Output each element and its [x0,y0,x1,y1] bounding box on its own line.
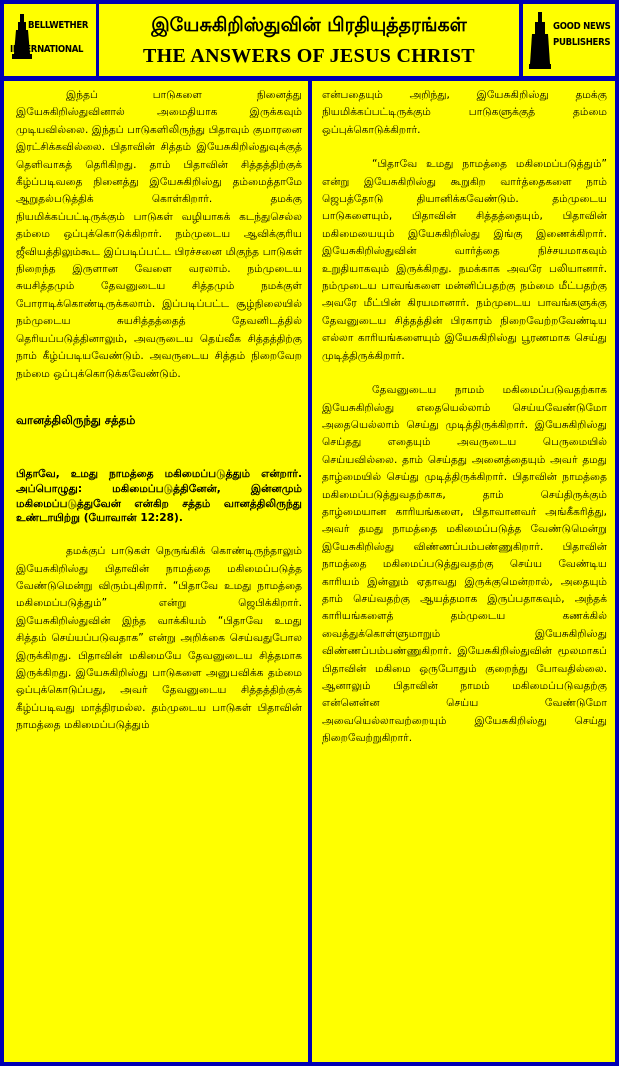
quote-reference: (யோவான் 12:28). [83,512,183,525]
tower-icon [529,12,551,70]
logo-right-line1: GOOD NEWS [553,21,611,32]
logo-right-line2: PUBLISHERS [553,37,611,48]
logo-left-line1: BELLWETHER [28,20,89,31]
quote-text: பிதாவே, உமது நாமத்தை மகிமைப்படுத்தும் என்றார். அப்பொழுது: மகிமைப்படுத்தினேன், இன்னமும் மகிமைப்படுத்துவேன் என்கிற சத்தம் வானத்திலிருந்து உண்டாயிற்று [16,467,302,525]
paragraph: தமக்குப் பாடுகள் நெருங்கிக் கொண்டிருந்தாலும் இயேசுகிறிஸ்து பிதாவின் நாமத்தை மகிமைப்படுத்த வேண்டுமென்று விரும்புகிறார். “பிதாவே உமது நாமத்தை மகிமைப்படுத்தும்” என்று ஜெபிக்கிறார். இயேசுகிறிஸ்துவின் இந்த வாக்கியம் “பிதாவே உமது சித்தம் செய்யப்படுவதாக” என்று அறிக்கை செய்வதுபோல இருக்கிறது. பிதாவின் மகிமையே தேவனுடைய சித்தமாக இருக்கிறது. இயேசுகிறிஸ்து பாடுகளை அனுபவிக்க தம்மை ஒப்புக்கொடுப்பது, அவர் தேவனுடைய சித்தத்திற்குக் கீழ்ப்படிவது மாத்திரமல்ல. தம்முடைய பாடுகள் பிதாவின் நாமத்தை மகிமைப்படுத்தும் [16,545,302,732]
page-title-english: THE ANSWERS OF JESUS CHRIST [143,45,475,67]
paragraph: “பிதாவே உமது நாமத்தை மகிமைப்படுத்தும்” என்று இயேசுகிறிஸ்து கூறுகிற வார்த்தைகளை நாம் ஜெபத்தோடு தியானிக்கவேண்டும். தம்முடைய பாடுகளையும், பிதாவின் சித்தத்தையும், பிதாவின் மகிமையையும் இயேசுகிறிஸ்து இங்கு இணைக்கிறார். இயேசுகிறிஸ்துவின் வார்த்தை நிச்சயமாகவும் உறுதியாகவும் இருக்கிறது. நமக்காக அவரே பலியானார். நம்முடைய பாவங்களை மன்னிப்பதற்கு நம்மை மீட்பதற்கு அவரே மீட்பின் கிரயமானார். நம்முடைய பாவங்களுக்கு தேவனுடைய சித்தத்தின் பிரகாரம் நிறைவேற்றவேண்டிய எல்லா காரியங்களையும் இயேசுகிறிஸ்து பூரணமாக செய்து முடித்திருக்கிறார். [322,158,607,362]
paragraph: தேவனுடைய நாமம் மகிமைப்படுவதற்காக இயேசுகிறிஸ்து எதையெல்லாம் செய்யவேண்டுமோ அதையெல்லாம் செய்து முடித்திருக்கிறார். இயேசுகிறிஸ்து செய்தது எதையும் அவருடைய பெருமையில் செய்யவில்லை. தாம் செய்தது அனைத்தையும் அவர் தமது தாழ்மையில் செய்து முடித்திருக்கிறார். பிதாவின் நாமத்தை மகிமைப்படுத்துவதற்காக, தாம் செய்திருக்கும் தாழ்மையான காரியங்களை, பிதாவானவர் அங்கீகரித்து, அவர் தமது நாமத்தை மகிமைப்படுத்த வேண்டுமென்று இயேசுகிறிஸ்து விண்ணப்பம்பண்ணுகிறார். பிதாவின் நாமத்தை மகிமைப்படுத்துவதற்கு செய்ய வேண்டிய காரியம் இன்னும் ஏதாவது இருக்குமென்றால், அதையும் தாம் செய்வதற்கு ஆயத்தமாக இருப்பதாகவும், அந்தக் காரியங்களைத் தம்முடைய கணக்கில் வைத்துக்கொள்ளுமாறும் இயேசுகிறிஸ்து விண்ணப்பம்பண்ணுகிறார். இயேசுகிறிஸ்துவின் மூலமாகப் பிதாவின் மகிமை ஒருபோதும் குறைந்து போவதில்லை. ஆனாலும் பிதாவின் நாமம் மகிமைப்படுவதற்கு என்னென்ன செய்ய வேண்டுமோ அவையெல்லாவற்றையும் இயேசுகிறிஸ்து செய்து நிறைவேற்றுகிறார். [322,384,607,745]
page-title-tamil: இயேசுகிறிஸ்துவின் பிரதியுத்தரங்கள் [151,14,467,36]
paragraph: இந்தப் பாடுகளை நினைத்து இயேசுகிறிஸ்துவினால் அமைதியாக இருக்கவும் முடியவில்லை. இந்தப் பாடுகளிலிருந்து பிதாவும் குமாரனை இரட்சிக்கவில்லை. பிதாவின் சித்தம் இயேசுகிறிஸ்துவுக்குத் தெளிவாகத் தெரிகிறது. தாம் பிதாவின் சித்தத்திற்குக் கீழ்ப்படிவதை நினைத்து இயேசுகிறிஸ்து தம்மைத்தாமே ஆறுதல்படுத்திக் கொள்கிறார். தமக்கு நியமிக்கப்பட்டிருக்கும் பாடுகள் வழியாகக் கடந்துசெல்ல தம்மை ஒப்புக்கொடுக்கிறார். நம்முடைய ஆவிக்குரிய ஜீவியத்திலும்கூட இப்படிப்பட்ட பிரச்சனை மிகுந்த பாடுகள் நிறைந்த இருளான வேளை வரலாம். நம்முடைய சுயசித்தமும் தேவனுடைய சித்தமும் நமக்குள் போராடிக்கொண்டிருக்கலாம். இப்படிப்பட்ட சூழ்நிலையில் நம்முடைய சுயசித்தத்தைத் தேவனிடத்தில் தெரியப்படுத்தினாலும், அவருடைய தெய்வீக சித்தத்திற்கு நாம் கீழ்ப்படியவேண்டும். அவருடைய சித்தம் நிறைவேற நம்மை ஒப்புக்கொடுக்கவேண்டும். [16,89,302,380]
section-heading: வானத்திலிருந்து சத்தம் [16,412,136,427]
left-column [4,81,308,1062]
bellwether-logo [4,4,96,76]
paragraph: என்பதையும் அறிந்து, இயேசுகிறிஸ்து தமக்கு நியமிக்கப்பட்டிருக்கும் பாடுகளுக்குத் தம்மை ஒப்புக்கொடுக்கிறார். [322,89,607,136]
scripture-quote [16,467,302,526]
logo-left-line2: INTERNATIONAL [10,44,84,55]
good-news-logo [523,4,615,76]
title-banner [99,4,519,76]
right-column [312,81,615,1062]
